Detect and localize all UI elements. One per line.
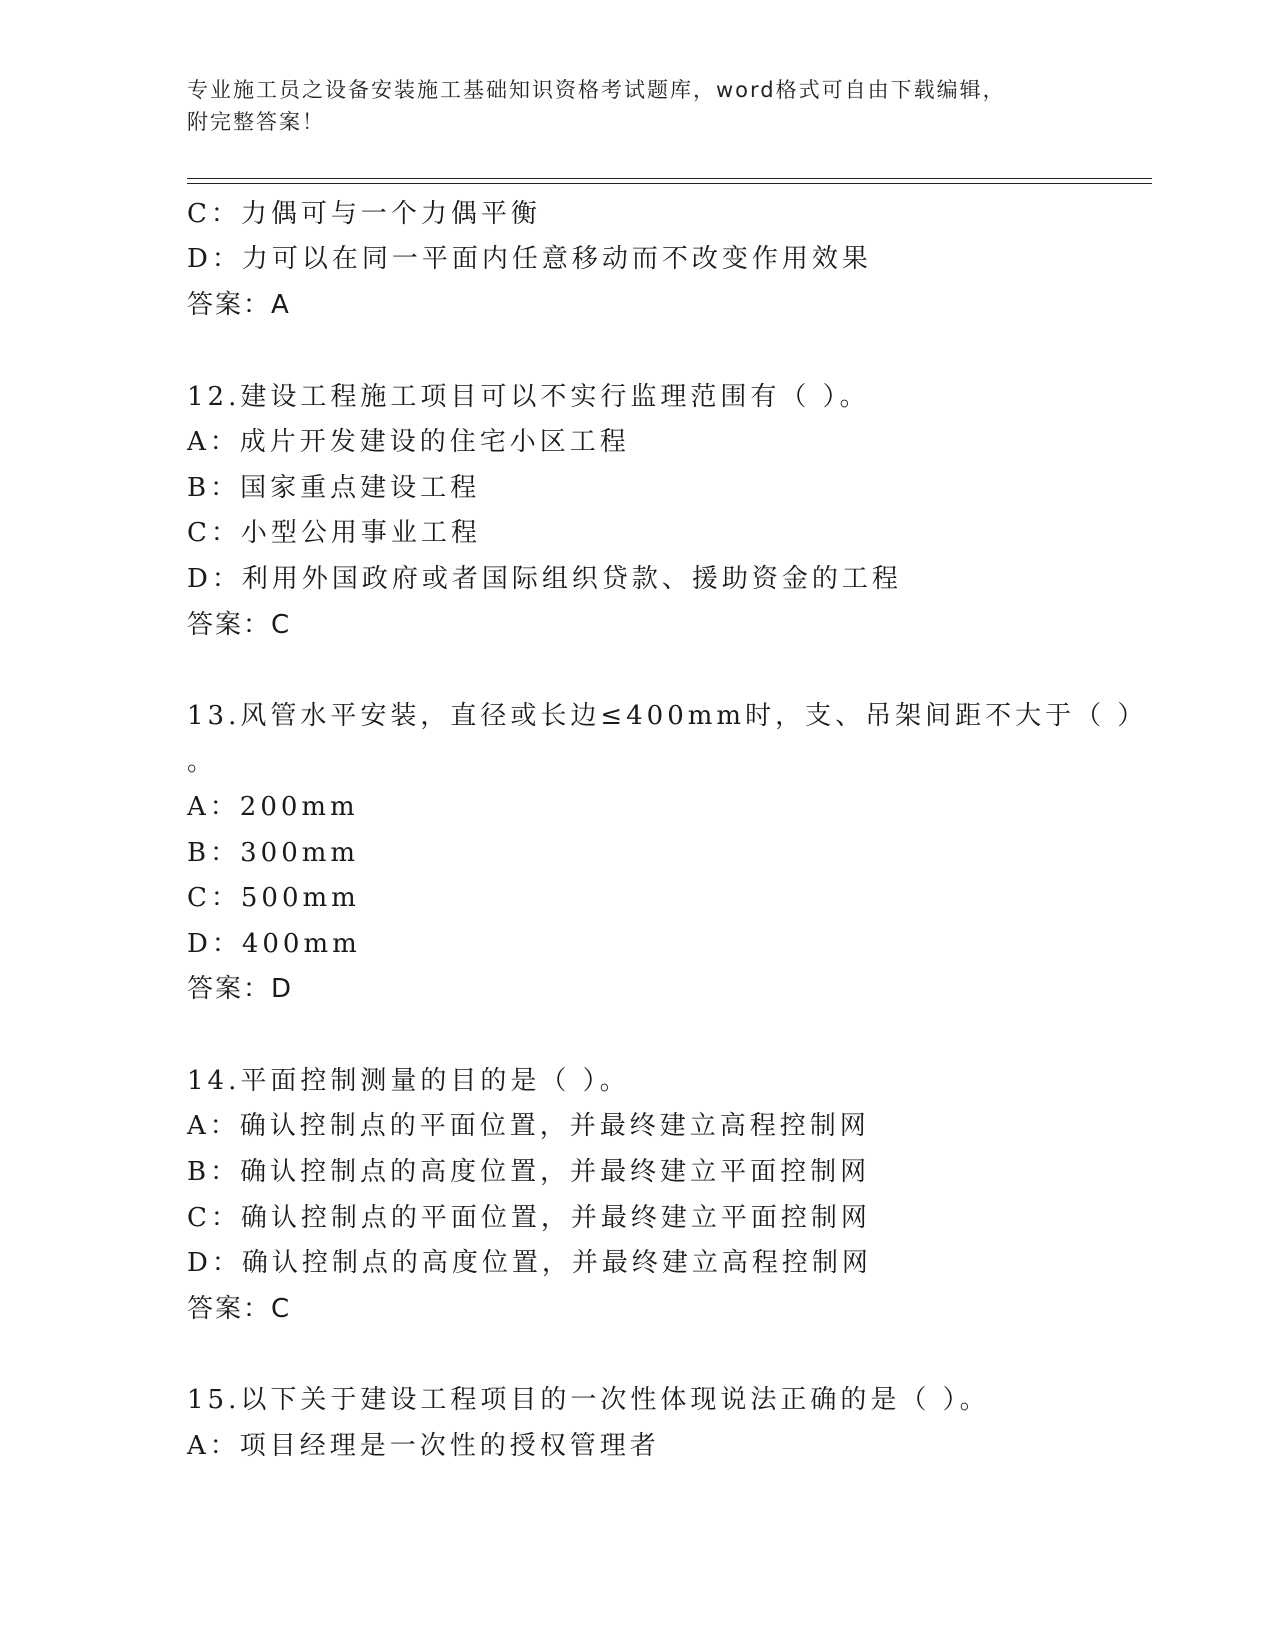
q13-question-line-2: 。 — [187, 747, 218, 777]
q12-option-b: B：国家重点建设工程 — [187, 473, 481, 503]
q15-option-a: A：项目经理是一次性的授权管理者 — [187, 1431, 660, 1461]
q14-option-c: C：确认控制点的平面位置，并最终建立平面控制网 — [187, 1203, 871, 1233]
q14-option-d: D：确认控制点的高度位置，并最终建立高程控制网 — [187, 1248, 872, 1278]
q14-answer: 答案：C — [187, 1294, 292, 1324]
q12-option-d: D：利用外国政府或者国际组织贷款、援助资金的工程 — [187, 564, 902, 594]
q12-option-c: C：小型公用事业工程 — [187, 518, 481, 548]
document-header — [187, 74, 1067, 138]
q13-option-b: B：300mm — [187, 838, 360, 868]
header-line-1: 专业施工员之设备安装施工基础知识资格考试题库，word格式可自由下载编辑， — [187, 78, 1006, 102]
q15-question: 15.以下关于建设工程项目的一次性体现说法正确的是（ ）。 — [187, 1385, 990, 1415]
q12-question: 12.建设工程施工项目可以不实行监理范围有（ ）。 — [187, 382, 870, 412]
header-divider-top — [187, 178, 1152, 179]
q11-option-c: C：力偶可与一个力偶平衡 — [187, 199, 541, 229]
q12-answer: 答案：C — [187, 610, 292, 640]
q14-option-a: A：确认控制点的平面位置，并最终建立高程控制网 — [187, 1111, 870, 1141]
q13-option-a: A：200mm — [187, 792, 359, 822]
q13-option-c: C：500mm — [187, 883, 360, 913]
q11-option-d: D：力可以在同一平面内任意移动而不改变作用效果 — [187, 244, 872, 274]
q13-question-line-1: 13.风管水平安装，直径或长边≤400mm时，支、吊架间距不大于（ ） — [187, 701, 1148, 731]
q11-answer: 答案：A — [187, 290, 291, 320]
header-line-2: 附完整答案！ — [187, 110, 325, 134]
q13-option-d: D：400mm — [187, 929, 361, 959]
q14-option-b: B：确认控制点的高度位置，并最终建立平面控制网 — [187, 1157, 871, 1187]
q14-question: 14.平面控制测量的目的是（ ）。 — [187, 1066, 630, 1096]
header-divider-bottom — [187, 183, 1152, 184]
q13-answer: 答案：D — [187, 974, 294, 1004]
q12-option-a: A：成片开发建设的住宅小区工程 — [187, 427, 630, 457]
